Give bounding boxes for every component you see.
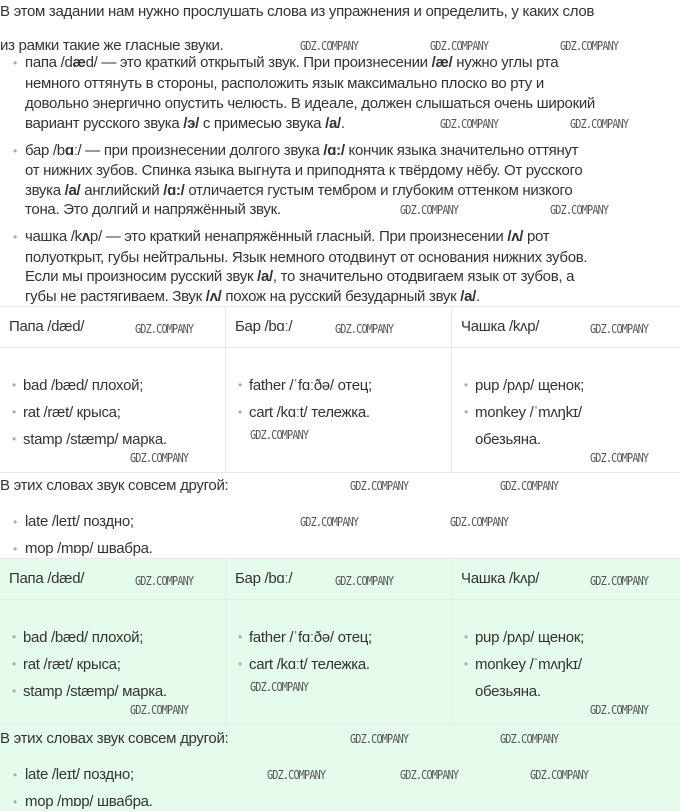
- phoneme: æ: [72, 54, 86, 71]
- table-header-cell: Бар /bɑː/: [226, 307, 452, 347]
- phoneme: /ɑ:/: [163, 182, 185, 199]
- table-header-cell: Папа /dæd/: [0, 307, 226, 347]
- table-cell: [0, 348, 226, 472]
- word-text: monkey /ˈmʌŋkɪ/: [475, 404, 582, 421]
- bullet-line: [0, 74, 544, 94]
- watermark: GDZ.COMPANY: [267, 768, 326, 782]
- watermark: GDZ.COMPANY: [335, 322, 394, 336]
- bullet-icon: •: [238, 405, 242, 419]
- text-segment: из рамки такие же гласные звуки.: [0, 37, 224, 54]
- watermark: GDZ.COMPANY: [590, 703, 649, 717]
- bullet-line: [0, 141, 578, 161]
- watermark: GDZ.COMPANY: [130, 451, 189, 465]
- bullet-icon: •: [13, 768, 17, 782]
- table-header-cell: Чашка /kʌp/: [461, 570, 540, 587]
- word-text: pup /pʌp/ щенок;: [475, 629, 584, 646]
- text-segment: звука: [25, 182, 65, 199]
- text-segment: бар /b: [25, 142, 65, 159]
- watermark: GDZ.COMPANY: [135, 574, 194, 588]
- bullet-icon: •: [13, 230, 17, 244]
- text-segment: ː/ — при произнесении долгого звука: [73, 142, 324, 159]
- table-cell: [0, 600, 226, 724]
- phoneme: /ɑ:/: [323, 142, 345, 159]
- other-word-item: [0, 512, 134, 532]
- table-header-cell: Бар /bɑː/: [226, 559, 452, 599]
- text-segment: , то значительно отодвигаем язык от зубов, а: [272, 268, 575, 285]
- bullet-line: [0, 114, 345, 134]
- text-segment: английский: [80, 182, 164, 199]
- word-item: [238, 651, 451, 678]
- word-text: stamp /stæmp/ марка.: [23, 683, 167, 700]
- word-text: bad /bæd/ плохой;: [23, 377, 144, 394]
- table-header-cell: Папа /dæd/: [0, 559, 226, 599]
- word-text: mop /mɒp/ швабра.: [25, 540, 153, 557]
- word-item: [464, 372, 680, 399]
- bullet-line: [0, 200, 281, 220]
- word-text: cart /kɑːt/ тележка.: [249, 656, 370, 673]
- text-segment: немного оттянуть в стороны, расположить язык максимально плоско во рту и: [25, 75, 544, 92]
- bullet-icon: •: [13, 56, 17, 70]
- watermark: GDZ.COMPANY: [500, 479, 559, 493]
- word-text: обезьяна.: [475, 683, 541, 700]
- text-segment: отличается густым тембром и глубоким оттенком низкого: [184, 182, 573, 199]
- bullet-icon: •: [13, 542, 17, 556]
- text-segment: довольно энергично опустить челюсть. В идеале, должен слышаться очень широкий: [25, 95, 596, 112]
- watermark: GDZ.COMPANY: [350, 479, 409, 493]
- watermark: GDZ.COMPANY: [530, 768, 589, 782]
- text-segment: с примесью звука: [199, 115, 326, 132]
- watermark: GDZ.COMPANY: [350, 732, 409, 746]
- word-item: [464, 399, 680, 426]
- other-sounds-label: В этих словах звук совсем другой:: [0, 477, 229, 494]
- bullet-line: [0, 248, 587, 268]
- word-item: [12, 678, 225, 705]
- text-segment: рот: [523, 228, 550, 245]
- bullet-icon: •: [12, 378, 16, 392]
- watermark: GDZ.COMPANY: [450, 515, 509, 529]
- watermark: GDZ.COMPANY: [560, 39, 619, 53]
- other-word-item: [0, 765, 134, 785]
- text-segment: Если мы произносим русский звук: [25, 268, 258, 285]
- word-item: [238, 399, 451, 426]
- bullet-icon: •: [12, 684, 16, 698]
- phoneme: /æ/: [431, 54, 453, 71]
- table-header-cell: Чашка /kʌp/: [461, 318, 540, 335]
- bullet-line: [0, 181, 572, 201]
- bullet-icon: •: [12, 630, 16, 644]
- bullet-icon: •: [12, 405, 16, 419]
- text-segment: .: [340, 115, 345, 132]
- phoneme: /а/: [257, 268, 273, 285]
- text-segment: кончик языка значительно оттянут: [344, 142, 579, 159]
- text-segment: чашка /k: [25, 228, 82, 245]
- watermark: GDZ.COMPANY: [590, 451, 649, 465]
- bullet-icon: •: [238, 630, 242, 644]
- table-body-row: [0, 348, 680, 472]
- text-segment: тона. Это долгий и напряжённый звук.: [25, 201, 281, 218]
- watermark: GDZ.COMPANY: [130, 703, 189, 717]
- text-segment: вариант русского звука: [25, 115, 184, 132]
- watermark: GDZ.COMPANY: [550, 203, 609, 217]
- watermark: GDZ.COMPANY: [250, 680, 309, 694]
- word-text: bad /bæd/ плохой;: [23, 629, 144, 646]
- table-body-row: [0, 600, 680, 724]
- bullet-icon: •: [13, 795, 17, 809]
- word-text: pup /pʌp/ щенок;: [475, 377, 584, 394]
- table-cell: [226, 600, 452, 724]
- word-item: [464, 624, 680, 651]
- bullet-line: [0, 53, 558, 73]
- phoneme: /а/: [64, 182, 81, 199]
- word-text: mop /mɒp/ швабра.: [25, 793, 153, 810]
- bullet-icon: •: [13, 144, 17, 158]
- watermark: GDZ.COMPANY: [400, 768, 459, 782]
- word-text: monkey /ˈmʌŋkɪ/: [475, 656, 582, 673]
- word-item: [12, 399, 225, 426]
- text-segment: папа /d: [25, 54, 73, 71]
- watermark: GDZ.COMPANY: [335, 574, 394, 588]
- word-item: [464, 651, 680, 678]
- text-segment: от нижних зубов. Спинка языка выгнута и приподнята к твёрдому нёбу. От русского: [25, 162, 583, 179]
- phoneme: /а/: [460, 288, 477, 305]
- phoneme: /э/: [183, 115, 199, 132]
- bullet-line: [0, 287, 480, 307]
- bullet-icon: •: [13, 515, 17, 529]
- phoneme: /ʌ/: [205, 288, 222, 305]
- word-text: обезьяна.: [475, 431, 541, 448]
- bullet-icon: •: [12, 432, 16, 446]
- intro-line: [0, 2, 594, 22]
- bullet-line: [0, 94, 595, 114]
- word-text: stamp /stæmp/ марка.: [23, 431, 167, 448]
- other-word-item: [0, 539, 153, 559]
- word-item: [12, 624, 225, 651]
- word-item: [475, 678, 680, 705]
- table-cell: [226, 348, 452, 472]
- watermark: GDZ.COMPANY: [590, 322, 649, 336]
- word-item: [238, 624, 451, 651]
- word-text: father /ˈfɑːðə/ отец;: [249, 377, 372, 394]
- text-segment: губы не растягиваем. Звук: [25, 288, 206, 305]
- word-item: [12, 372, 225, 399]
- watermark: GDZ.COMPANY: [300, 39, 359, 53]
- bullet-line: [0, 161, 582, 181]
- word-text: late /leɪt/ поздно;: [25, 766, 134, 783]
- text-segment: p/ — это краткий ненапряжённый гласный. При произнесении: [89, 228, 508, 245]
- word-text: rat /ræt/ крыса;: [23, 656, 121, 673]
- phoneme: /ʌ/: [507, 228, 524, 245]
- watermark: GDZ.COMPANY: [570, 117, 629, 131]
- word-item: [12, 426, 225, 453]
- watermark: GDZ.COMPANY: [430, 39, 489, 53]
- other-sounds-label: В этих словах звук совсем другой:: [0, 730, 229, 747]
- bullet-icon: •: [464, 630, 468, 644]
- bullet-icon: •: [238, 378, 242, 392]
- text-segment: похож на русский безударный звук: [221, 288, 461, 305]
- word-text: rat /ræt/ крыса;: [23, 404, 121, 421]
- bullet-icon: •: [464, 405, 468, 419]
- watermark: GDZ.COMPANY: [440, 117, 499, 131]
- word-text: late /leɪt/ поздно;: [25, 513, 134, 530]
- watermark: GDZ.COMPANY: [300, 515, 359, 529]
- bullet-icon: •: [12, 657, 16, 671]
- bullet-icon: •: [238, 657, 242, 671]
- watermark: GDZ.COMPANY: [250, 428, 309, 442]
- other-word-item: [0, 792, 153, 812]
- word-text: father /ˈfɑːðə/ отец;: [249, 629, 372, 646]
- phoneme: ɑ: [64, 142, 74, 159]
- text-segment: полуоткрыт, губы нейтральны. Язык немного отодвинут от основания нижних зубов.: [25, 249, 588, 266]
- word-item: [238, 372, 451, 399]
- bullet-icon: •: [464, 378, 468, 392]
- watermark: GDZ.COMPANY: [590, 574, 649, 588]
- phoneme: /а/: [325, 115, 341, 132]
- text-segment: d/ — это краткий открытый звук. При произнесении: [85, 54, 432, 71]
- bullet-line: [0, 227, 549, 247]
- bullet-icon: •: [464, 657, 468, 671]
- bullet-line: [0, 267, 574, 287]
- phoneme: ʌ: [81, 228, 90, 245]
- text-segment: нужно углы рта: [452, 54, 559, 71]
- word-item: [475, 426, 680, 453]
- text-segment: В этом задании нам нужно прослушать слова из упражнения и определить, у каких слов: [0, 3, 595, 20]
- word-item: [12, 651, 225, 678]
- watermark: GDZ.COMPANY: [500, 732, 559, 746]
- text-segment: .: [476, 288, 480, 305]
- watermark: GDZ.COMPANY: [400, 203, 459, 217]
- word-text: cart /kɑːt/ тележка.: [249, 404, 370, 421]
- watermark: GDZ.COMPANY: [135, 322, 194, 336]
